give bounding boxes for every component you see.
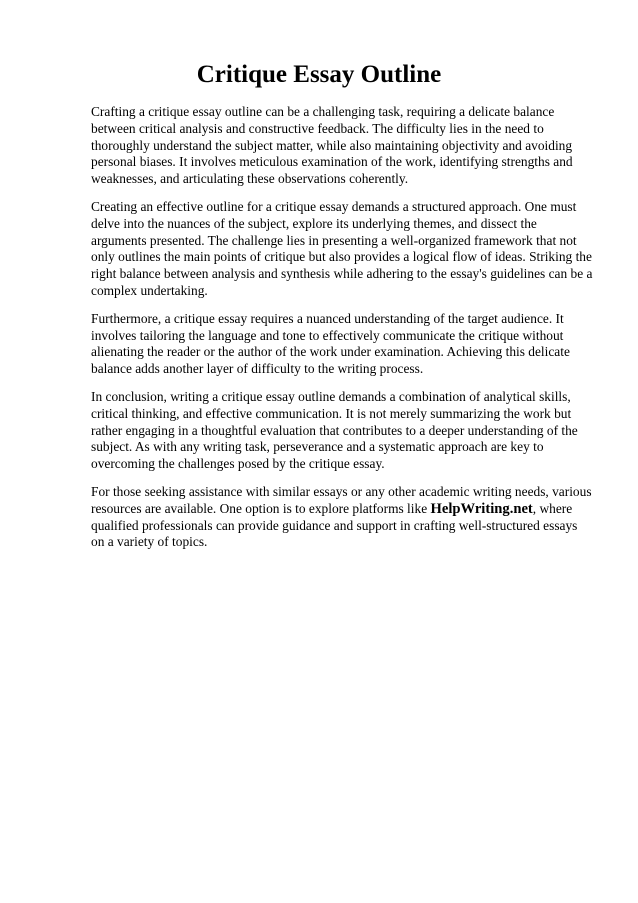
helpwriting-link[interactable]: HelpWriting.net [430, 500, 533, 517]
page-title: Critique Essay Outline [196, 61, 442, 88]
paragraph-2: Creating an effective outline for a critique essay demands a structured approach. One must delve into the nuances of the subject, explore its underlying themes, and dissect the arguments presented. The challenge lies in presenting a well-organized framework that not only outlines the main points of critique but also provides a logical flow of ideas. Striking the right balance between analysis and synthesis while adhering to the essay's guidelines can be a complex undertaking. [91, 198, 593, 298]
paragraph-3: Furthermore, a critique essay requires a nuanced understanding of the target audience. It involves tailoring the language and tone to effectively communicate the critique without alienating the reader or the author of the work under examination. Achieving this delicate balance adds another layer of difficulty to the writing process. [91, 310, 570, 377]
paragraph-4: In conclusion, writing a critique essay outline demands a combination of analytical skills, critical thinking, and effective communication. It is not merely summarizing the work but rather engaging in a thoughtful evaluation that contributes to a deeper understanding of the subject. As with any writing task, perseverance and a systematic approach are key to overcoming the challenges posed by the critique essay. [91, 388, 578, 472]
paragraph-5 [91, 484, 593, 551]
document-body [91, 104, 593, 562]
paragraph-5-text-after-link: , where qualified professionals can provide guidance and support in crafting well-structured essays on a variety of topics. [91, 500, 578, 550]
paragraph-5-text-before-link: For those seeking assistance with similar essays or any other academic writing needs, various resources are available. One option is to explore platforms like [91, 483, 592, 516]
paragraph-1: Crafting a critique essay outline can be a challenging task, requiring a delicate balance between critical analysis and constructive feedback. The difficulty lies in the need to thoroughly understand the subject matter, while also maintaining objectivity and avoiding personal biases. It involves meticulous examination of the work, identifying strengths and weaknesses, and articulating these observations coherently. [91, 104, 573, 187]
